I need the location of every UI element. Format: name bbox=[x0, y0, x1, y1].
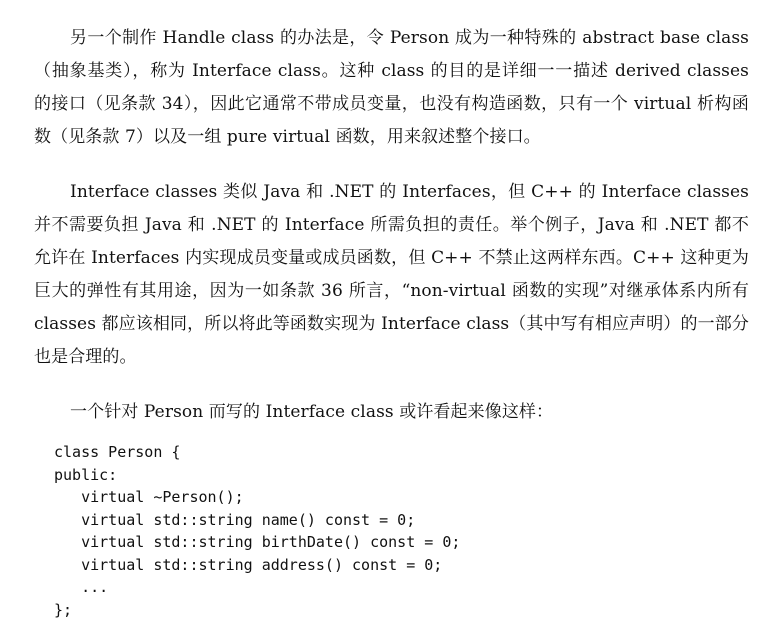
paragraph-code-intro: 一个针对 Person 而写的 Interface class 或许看起来像这样： bbox=[70, 402, 554, 422]
code-line: }; bbox=[54, 600, 73, 619]
code-line: class Person { bbox=[54, 443, 181, 461]
paragraph-handle-class: 另一个制作 Handle class 的办法是，令 Person 成为一种特殊的 abstract base class（抽象基类），称为 Interface class。这种 class 的目的是详细一一描述 derived classes 的接口（见条款 34），因此它通常不带成员变量，也没有构造函数，只有一个 virtual 析构函数（见条款 7）以及一组 pure virtual 函数，用来叙述整个接口。 bbox=[34, 28, 749, 147]
code-line: virtual std::string name() const = 0; bbox=[54, 510, 416, 529]
code-line: virtual std::string birthDate() const = 0; bbox=[54, 533, 461, 551]
code-line: public: bbox=[54, 465, 118, 484]
code-line: ... bbox=[54, 578, 109, 596]
code-line: virtual std::string address() const = 0; bbox=[54, 555, 443, 574]
code-listing bbox=[54, 441, 734, 621]
code-line: virtual ~Person(); bbox=[54, 488, 244, 506]
paragraph-interface-classes: Interface classes 类似 Java 和 .NET 的 Interfaces，但 C++ 的 Interface classes 并不需要负担 Java 和 .NET 的 Interface 所需负担的责任。举个例子，Java 和 .NET 都不允许在 Interfaces 内实现成员变量或成员函数，但 C++ 不禁止这两样东西。C++ 这种更为巨大的弹性有其用途，因为一如条款 36 所言，“non-virtual 函数的实现”对继承体系内所有 classes 都应该相同，所以将此等函数实现为 Interface class（其中写有相应声明）的一部分也是合理的。 bbox=[34, 182, 749, 367]
